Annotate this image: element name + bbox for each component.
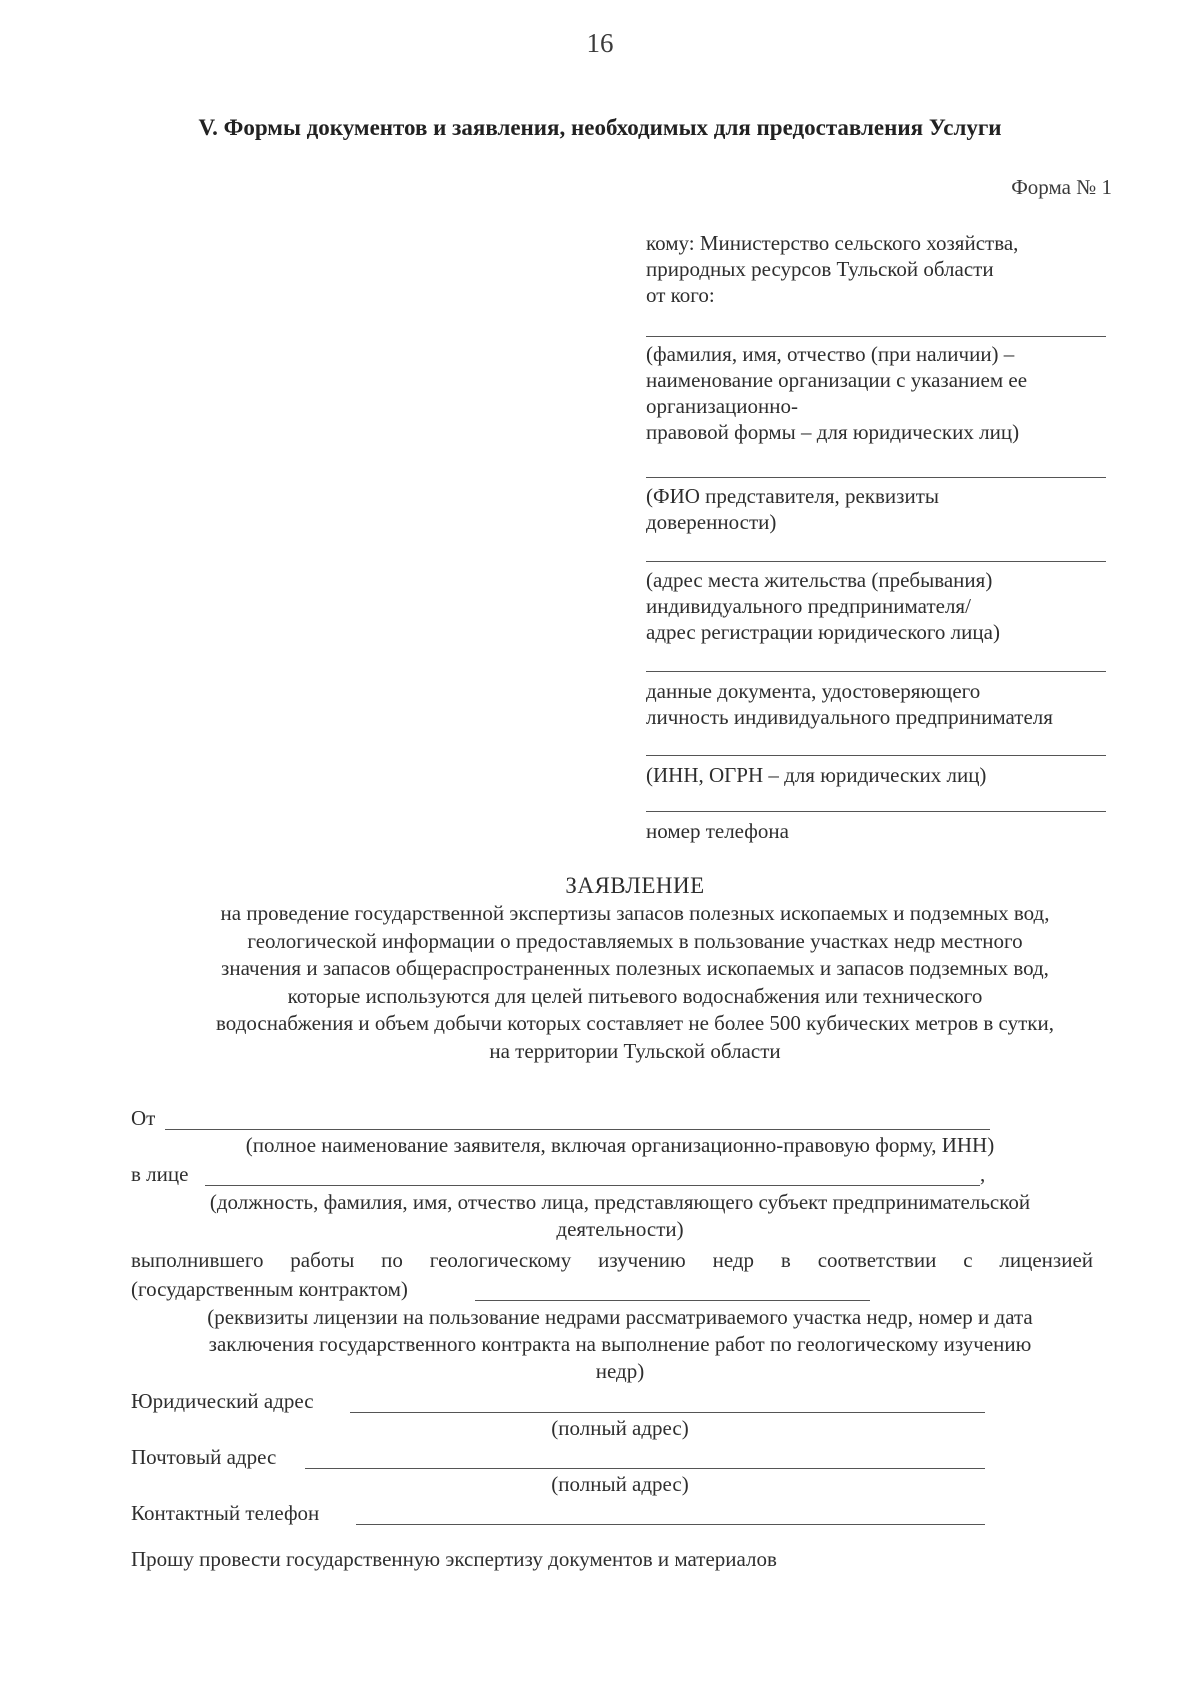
form-number: Форма № 1 <box>1011 175 1112 199</box>
from-hint: (полное наименование заявителя, включая организационно-правовую форму, ИНН) <box>245 1133 995 1157</box>
request-line: Прошу провести государственную экспертизу документов и материалов <box>131 1547 777 1571</box>
statement-body-line: на территории Тульской области <box>489 1038 781 1063</box>
section-title: V. Формы документов и заявления, необходимых для предоставления Услуги <box>198 115 1002 140</box>
person-hint-line1: (должность, фамилия, имя, отчество лица, представляющего субъект предпринимательской <box>209 1190 1031 1214</box>
person-input-line[interactable] <box>205 1185 980 1186</box>
statement-body-line: геологической информации о предоставляемых в пользование участках недр местного <box>247 928 1023 953</box>
person-label: в лице <box>131 1162 189 1186</box>
statement-body <box>100 900 1170 1065</box>
postal-address-label: Почтовый адрес <box>131 1445 277 1469</box>
applicant-name-hint-line: (фамилия, имя, отчество (при наличии) – <box>646 342 1015 366</box>
from-label: От <box>131 1106 156 1130</box>
address-hint-line: индивидуального предпринимателя/ <box>646 594 971 618</box>
contract-label: (государственным контрактом) <box>131 1277 408 1301</box>
address-hint-line: адрес регистрации юридического лица) <box>646 620 1000 644</box>
license-hint-line1: (реквизиты лицензии на пользование недрами рассматриваемого участка недр, номер и дата <box>207 1305 1033 1329</box>
representative-hint-line: (ФИО представителя, реквизиты <box>646 484 939 508</box>
page-number: 16 <box>586 28 614 58</box>
contract-input-line[interactable] <box>475 1300 870 1301</box>
performed-line: выполнившего работы по геологическому изучению недр в соответствии с лицензией <box>131 1248 1093 1272</box>
id-document-hint <box>646 678 1053 730</box>
recipient-block <box>646 230 1018 308</box>
applicant-name-hint-line: правовой формы – для юридических лиц) <box>646 420 1020 444</box>
applicant-name-line <box>646 336 1106 337</box>
inn-ogrn-hint: (ИНН, ОГРН – для юридических лиц) <box>646 763 987 787</box>
id-document-line <box>646 671 1106 672</box>
contact-phone-label: Контактный телефон <box>131 1501 320 1525</box>
license-hint-line3: недр) <box>595 1359 645 1383</box>
recipient-to-line2: природных ресурсов Тульской области <box>646 257 994 281</box>
address-hint <box>646 567 1000 645</box>
statement-body-line: на проведение государственной экспертизы запасов полезных ископаемых и подземных вод, <box>220 901 1050 925</box>
legal-address-input-line[interactable] <box>350 1412 985 1413</box>
representative-hint-line: доверенности) <box>646 510 777 534</box>
legal-address-hint: (полный адрес) <box>551 1416 689 1440</box>
phone-hint: номер телефона <box>646 819 789 843</box>
applicant-name-hint-line: организационно- <box>646 394 798 418</box>
applicant-name-hint-line: наименование организации с указанием ее <box>646 368 1028 392</box>
id-document-hint-line: личность индивидуального предпринимателя <box>646 705 1053 729</box>
license-hint-line2: заключения государственного контракта на выполнение работ по геологическому изучению <box>208 1332 1032 1356</box>
statement-body-line: значения и запасов общераспространенных полезных ископаемых и запасов подземных вод, <box>221 956 1049 980</box>
inn-ogrn-line <box>646 755 1106 756</box>
representative-hint <box>646 483 939 535</box>
statement-body-line: водоснабжения и объем добычи которых составляет не более 500 кубических метров в сутки, <box>216 1011 1054 1035</box>
person-hint-line2: деятельности) <box>556 1217 684 1241</box>
representative-line <box>646 477 1106 478</box>
legal-address-label: Юридический адрес <box>131 1389 314 1413</box>
recipient-from-label: от кого: <box>646 283 715 307</box>
statement-body-line: которые используются для целей питьевого водоснабжения или технического <box>287 983 983 1008</box>
address-hint-line: (адрес места жительства (пребывания) <box>646 568 993 592</box>
statement-title: ЗАЯВЛЕНИЕ <box>565 873 705 898</box>
from-input-line[interactable] <box>165 1129 990 1130</box>
contact-phone-input-line[interactable] <box>356 1524 985 1525</box>
address-line <box>646 561 1106 562</box>
person-suffix: , <box>980 1162 986 1186</box>
recipient-to-line1: кому: Министерство сельского хозяйства, <box>646 231 1019 255</box>
postal-address-input-line[interactable] <box>305 1468 985 1469</box>
id-document-hint-line: данные документа, удостоверяющего <box>646 679 981 703</box>
postal-address-hint: (полный адрес) <box>551 1472 689 1496</box>
phone-line <box>646 811 1106 812</box>
applicant-name-hint <box>646 341 1027 445</box>
